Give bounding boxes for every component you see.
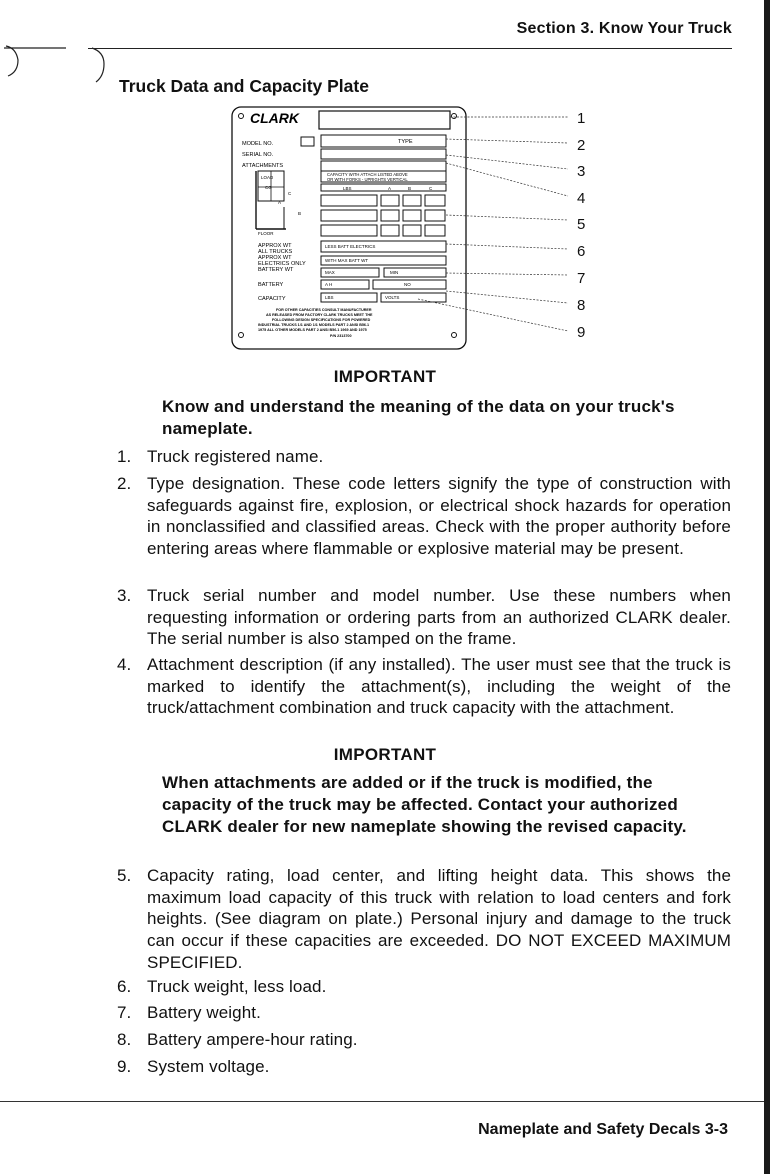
important-heading-2: IMPORTANT [333,745,437,764]
warning-text-2: When attachments are added or if the truck is modified, the capacity of the truck may be affected. Contact your authorized CLARK dealer for new nameplate showing the revised capacity. [162,773,687,836]
plate-part-no: P/N 2313700 [330,334,352,338]
plate-col-b-header: B [408,186,412,191]
item-number: 6. [117,977,132,996]
plate-col-c-label: C [288,191,292,196]
binding-mark-icon [0,44,120,100]
callout-7: 7 [577,270,586,287]
plate-max-label: MAX [325,270,335,275]
item-number: 4. [117,655,132,674]
item-text: Truck serial number and model number. Use these numbers when requesting information or ordering parts from an authorized CLARK dealer. The serial number is also stamped on the frame. [147,586,731,649]
plate-approx-wt: APPROX WT [258,243,292,249]
item-text: System voltage. [147,1057,270,1076]
item-number: 5. [117,866,132,885]
callout-8: 8 [577,297,586,314]
plate-approx-wt-2: APPROX WT [258,255,292,261]
plate-attachments-label: ATTACHMENTS [242,163,284,169]
plate-col-a-label: A [278,200,282,205]
item-number: 3. [117,586,132,605]
plate-capacity-note-2: OR WITH FORKS - UPRIGHTS VERTICAL [327,177,408,182]
warning-text: Know and understand the meaning of the data on your truck's nameplate. [162,397,675,438]
item-number: 8. [117,1030,132,1049]
plate-volts-label: VOLTS [385,295,400,300]
plate-fine-2: AS RELEASED FROM FACTORY CLARK TRUCKS MEET THE [266,313,373,317]
bottom-rule [0,1101,770,1102]
item-number: 9. [117,1057,132,1076]
item-text: Truck registered name. [147,447,324,466]
plate-electrics-only: ELECTRICS ONLY [258,261,306,267]
plate-serial-label: SERIAL NO. [242,152,274,158]
item-text: Attachment description (if any installed). The user must see that the truck is marked to identify the attachment(s), including the weight of the truck/attachment combination and truck capacity with the attachment. [147,655,731,718]
item-text: Battery weight. [147,1003,261,1022]
plate-less-batt: LESS BATT ELECTRICS [325,244,376,249]
plate-load-label: LOAD [261,175,274,180]
plate-battery-label: BATTERY [258,282,284,288]
plate-all-trucks: ALL TRUCKS [258,249,293,255]
plate-type-label: TYPE [398,139,413,145]
callout-2: 2 [577,137,586,154]
section-header: Section 3. Know Your Truck [516,20,732,37]
item-number: 7. [117,1003,132,1022]
callout-9: 9 [577,324,586,341]
plate-lbs-2-label: LBS [325,295,334,300]
plate-brand: CLARK [250,110,299,126]
plate-capacity-note: CAPACITY WITH ATTACH LISTED ABOVE [327,172,408,177]
callout-1: 1 [577,110,586,127]
capacity-plate-diagram [228,103,598,355]
callout-5: 5 [577,216,586,233]
plate-fine-5: 1975 ALL OTHER MODELS PART 2 ANSI B56.1 1969 AND 1975 [258,328,367,332]
plate-model-label: MODEL NO. [242,141,274,147]
item-number: 2. [117,474,132,493]
item-text: Battery ampere-hour rating. [147,1030,358,1049]
plate-fine-1: FOR OTHER CAPACITIES CONSULT MANUFACTURER [276,308,372,312]
plate-col-b-label: B [298,211,302,216]
plate-col-a-header: A [388,186,392,191]
plate-floor-label: FLOOR [258,231,274,236]
plate-fine-3: FOLLOWING DESIGN SPECIFICATIONS FOR POWERED [272,318,371,322]
plate-capacity-label: CAPACITY [258,296,286,302]
plate-cg-label: CG [265,185,272,190]
plate-fine-4: INDUSTRIAL TRUCKS 1/1 AND 1/1 MODELS PART 2 ANSI B56.1 [258,323,370,327]
page-edge [764,0,770,1174]
item-number: 1. [117,447,132,466]
plate-ah-label: A H [325,282,333,287]
callout-4: 4 [577,190,586,207]
callout-3: 3 [577,163,586,180]
plate-min-label: MIN [390,270,399,275]
page-title: Truck Data and Capacity Plate [119,76,369,96]
plate-no-label: NO [404,282,411,287]
plate-with-max-batt: WITH MAX BATT WT [325,258,369,263]
important-heading: IMPORTANT [333,367,437,386]
item-text: Truck weight, less load. [147,977,327,996]
page-footer: Nameplate and Safety Decals 3-3 [478,1121,728,1138]
plate-battery-wt: BATTERY WT [258,267,294,273]
plate-col-c-header: C [429,186,433,191]
callout-6: 6 [577,243,586,260]
item-text: Capacity rating, load center, and lifting height data. This shows the maximum load capacity of this truck with relation to load centers and fork heights. (See diagram on plate.) Personal injury and damage to the truck can occur if these capacities are exceeded. DO NOT EXCEED MAXIMUM SPECIFIED. [147,866,731,972]
top-rule [88,48,732,49]
item-text: Type designation. These code letters signify the type of construction with safeguards against fire, explosion, or electrical shock hazards for operation in nonclassified and classified areas. Check with the proper authority before entering areas where flammable or explosive material may be present. [147,474,731,559]
plate-lbs-label: LBS [343,186,352,191]
